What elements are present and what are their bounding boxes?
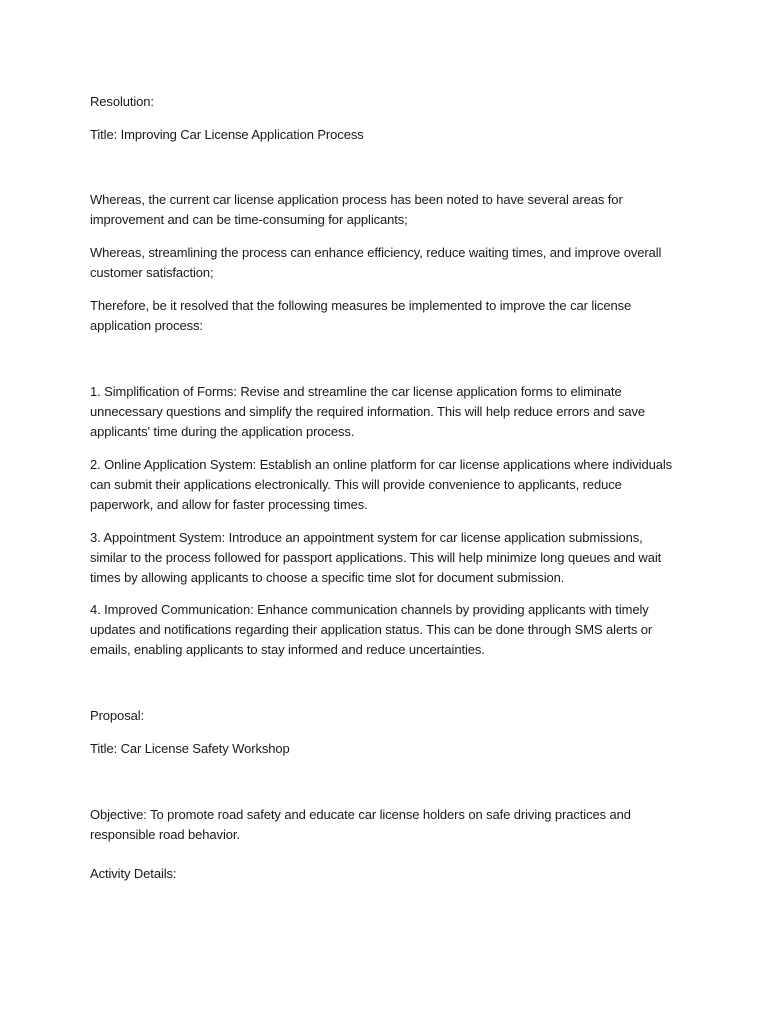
- therefore-paragraph: Therefore, be it resolved that the following measures be implemented to improve the car license application process:: [90, 298, 632, 333]
- measure-item-4: 4. Improved Communication: Enhance communication channels by providing applicants with timely updates and notifications regarding their application status. This can be done through SMS alerts or emails, enabling applicants to stay informed and reduce uncertainties.: [90, 602, 653, 657]
- proposal-title: Title: Car License Safety Workshop: [90, 741, 290, 756]
- measure-item-3: 3. Appointment System: Introduce an appointment system for car license application submissions, similar to the process followed for passport applications. This will help minimize long queues and wait times by allowing applicants to choose a specific time slot for document submission.: [90, 530, 662, 585]
- whereas-paragraph-1: Whereas, the current car license application process has been noted to have several areas for improvement and can be time-consuming for applicants;: [90, 192, 623, 227]
- activity-details-label: Activity Details:: [90, 866, 177, 881]
- proposal-label: Proposal:: [90, 708, 145, 723]
- measure-item-1: 1. Simplification of Forms: Revise and streamline the car license application forms to eliminate unnecessary questions and simplify the required information. This will help reduce errors and save applicants' time during the application process.: [90, 384, 646, 439]
- resolution-label: Resolution:: [90, 94, 154, 109]
- whereas-paragraph-2: Whereas, streamlining the process can enhance efficiency, reduce waiting times, and improve overall customer satisfaction;: [90, 245, 662, 280]
- objective-paragraph: Objective: To promote road safety and educate car license holders on safe driving practices and responsible road behavior.: [90, 807, 631, 842]
- measure-item-2: 2. Online Application System: Establish an online platform for car license applications where individuals can submit their applications electronically. This will provide convenience to applicants, reduce paperwork, and allow for faster processing times.: [90, 457, 673, 512]
- resolution-title: Title: Improving Car License Application Process: [90, 127, 364, 142]
